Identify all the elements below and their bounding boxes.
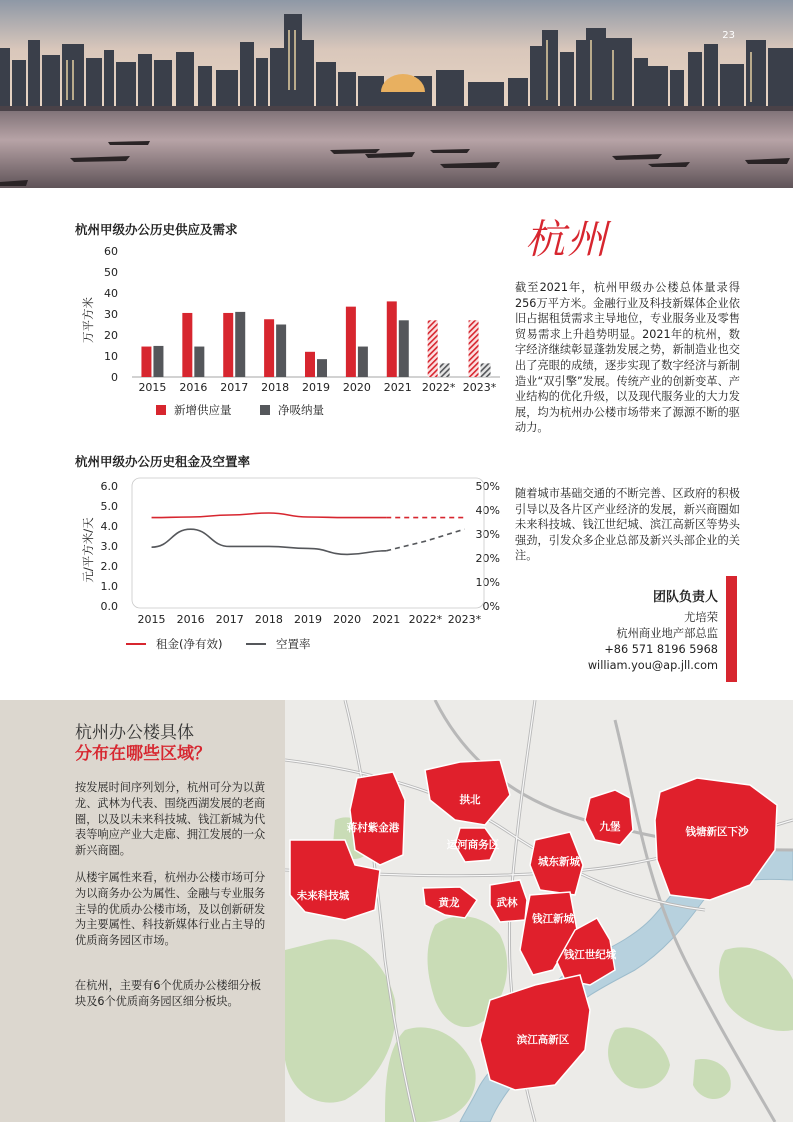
bar-new-supply-2019 (305, 352, 315, 377)
bar-net-absorption-2018 (276, 325, 286, 378)
chart2-y-tick-right: 50% (475, 480, 500, 493)
contact-accent-bar (726, 576, 737, 682)
city-intro-paragraph: 截至2021年，杭州甲级办公楼总体量录得256万平方米。金融行业及科技新媒体企业依旧占据租赁需求主导地位，专业服务业及零售贸易需求上升趋势明显。2021年的杭州，数字经济继续彰显蓬勃发展之势，新制造业也交出了亮眼的成绩，逐步实现了数字经济与新制造业“双引擎”发展。传统产业的创新变革、产业结构的优化升级，以及现代服务业的大力发展，均为杭州办公楼市场带来了源源不断的驱动力。 (515, 281, 740, 435)
contact-name: 尤培荣 (684, 611, 718, 624)
map-label-jiubao: 九堡 (599, 821, 621, 833)
contact-title: 杭州商业地产部总监 (616, 627, 718, 640)
chart2-x-tick: 2019 (294, 613, 322, 626)
chart1-x-tick: 2016 (179, 381, 208, 394)
districts-paragraph-2: 从楼宇属性来看，杭州办公楼市场可分为以商务办公为属性、金融与专业服务主导的优质办公楼市场，及以创新研发为主要属性、科技新媒体行业占主导的优质商务园区市场。 (75, 871, 266, 948)
bar-new-supply-2021 (387, 301, 397, 377)
chart1-y-tick: 30 (104, 308, 118, 321)
chart1-y-tick: 50 (104, 266, 118, 279)
chart2-y-tick-right: 0% (482, 600, 500, 613)
chart2-y-tick-right: 20% (475, 552, 500, 565)
hero-skyline-photo (0, 0, 793, 188)
bar-net-absorption-2022 (440, 363, 450, 377)
bar-new-supply-2023 (469, 320, 479, 377)
chart2-x-tick: 2016 (176, 613, 205, 626)
chart1-x-tick: 2019 (302, 381, 330, 394)
contact-heading: 团队负责人 (652, 590, 718, 605)
map-label-yunhe: 运河商务区 (446, 839, 500, 851)
districts-heading-line2: 分布在哪些区域？ (75, 744, 211, 764)
chart1-y-tick: 0 (111, 371, 118, 384)
contact-block (540, 590, 718, 674)
legend-swatch-new-supply (156, 405, 166, 415)
rent-vacancy-line-chart (70, 470, 510, 660)
legend-net-absorption: 净吸纳量 (278, 403, 324, 417)
chart2-y-tick-left: 1.0 (100, 580, 118, 593)
map-label-chengdong: 城东新城 (538, 856, 580, 868)
city-development-paragraph: 随着城市基础交通的不断完善、区政府的积极引导以及各片区产业经济的发展，新兴商圈如未来科技城、钱江世纪城、滨江高新区等势头强劲，引发众多企业总部及新兴头部企业的关注。 (515, 487, 740, 563)
chart2-x-tick: 2017 (215, 613, 244, 626)
chart2-x-tick: 2015 (137, 613, 166, 626)
city-title: 杭州 (525, 217, 609, 263)
legend-rent: 租金(净有效) (156, 637, 223, 651)
districts-paragraph-3: 在杭州，主要有6个优质办公楼细分板块及6个优质商务园区细分板块。 (75, 979, 262, 1008)
chart1-y-tick: 60 (104, 245, 118, 258)
bar-net-absorption-2019 (317, 359, 327, 377)
chart1-title: 杭州甲级办公历史供应及需求 (75, 222, 238, 237)
chart2-y-tick-left: 3.0 (100, 540, 118, 553)
chart2-y-tick-left: 0.0 (100, 600, 118, 613)
bar-new-supply-2020 (346, 307, 356, 377)
chart2-y-tick-right: 30% (475, 528, 500, 541)
chart2-y-tick-left: 4.0 (100, 520, 118, 533)
districts-paragraph-1: 按发展时间序列划分，杭州可分为以黄龙、武林为代表、围绕西湖发展的老商圈，以及以未来科技城、钱江新城为代表等响应产业大走廊、拥江发展的一众新兴商圈。 (75, 781, 266, 858)
bar-new-supply-2022 (428, 320, 438, 377)
page-number: 23 (722, 30, 735, 41)
chart1-y-tick: 20 (104, 329, 118, 342)
map-label-wulin: 武林 (496, 897, 518, 909)
legend-vacancy: 空置率 (276, 637, 311, 651)
district-jiangcun-zijingang (350, 772, 405, 865)
chart1-x-tick: 2018 (261, 381, 290, 394)
chart1-y-tick: 10 (104, 350, 118, 363)
map-label-jiangcun: 蒋村紫金港 (346, 822, 400, 834)
chart2-y-tick-right: 40% (475, 504, 500, 517)
bar-net-absorption-2020 (358, 347, 368, 377)
chart1-x-tick: 2015 (138, 381, 167, 394)
bar-net-absorption-2015 (153, 346, 163, 377)
bar-net-absorption-2017 (235, 312, 245, 377)
chart1-y-tick: 40 (104, 287, 118, 300)
map-label-huanglong: 黄龙 (438, 897, 460, 909)
contact-phone[interactable]: +86 571 8196 5968 (604, 643, 718, 656)
map-label-qiantang-xiasha: 钱塘新区下沙 (685, 826, 749, 838)
chart1-x-tick: 2021 (383, 381, 412, 394)
districts-heading-line1: 杭州办公楼具体 (75, 723, 194, 743)
map-label-binjiang: 滨江高新区 (516, 1034, 570, 1046)
chart1-x-tick: 2022* (421, 381, 456, 394)
bar-new-supply-2017 (223, 313, 233, 377)
chart1-x-tick: 2020 (342, 381, 371, 394)
district-map (285, 700, 793, 1122)
chart2-y-tick-left: 6.0 (100, 480, 118, 493)
supply-demand-bar-chart (70, 238, 510, 428)
legend-new-supply: 新增供应量 (174, 403, 232, 417)
bar-net-absorption-2016 (194, 347, 204, 377)
chart1-x-tick: 2017 (220, 381, 249, 394)
contact-email[interactable]: william.you@ap.jll.com (587, 659, 718, 672)
legend-swatch-net-absorption (260, 405, 270, 415)
map-label-qianjiang-new: 钱江新城 (532, 913, 574, 925)
bar-net-absorption-2023 (481, 363, 491, 377)
chart2-title: 杭州甲级办公历史租金及空置率 (75, 454, 251, 469)
chart2-x-tick: 2022* (408, 613, 443, 626)
chart2-y-tick-left: 2.0 (100, 560, 118, 573)
chart2-y-tick-left: 5.0 (100, 500, 118, 513)
chart2-x-tick: 2023* (447, 613, 482, 626)
chart2-y-axis-label: 元/平方米/天 (81, 517, 95, 583)
map-label-weilai: 未来科技城 (296, 890, 350, 902)
bar-net-absorption-2021 (399, 320, 409, 377)
map-label-qianjiang-century: 钱江世纪城 (563, 949, 617, 961)
map-label-gongbei: 拱北 (459, 794, 481, 806)
chart2-x-tick: 2020 (333, 613, 362, 626)
chart1-y-axis-label: 万平方米 (81, 297, 95, 343)
bar-new-supply-2015 (141, 347, 151, 377)
chart2-x-tick: 2021 (372, 613, 401, 626)
chart1-x-tick: 2023* (462, 381, 497, 394)
chart2-x-tick: 2018 (254, 613, 283, 626)
chart2-y-tick-right: 10% (475, 576, 500, 589)
line-rent-historical (152, 513, 387, 518)
line-vacancy-forecast (386, 529, 464, 551)
line-vacancy-historical (152, 529, 387, 554)
bar-new-supply-2018 (264, 319, 274, 377)
bar-new-supply-2016 (182, 313, 192, 377)
